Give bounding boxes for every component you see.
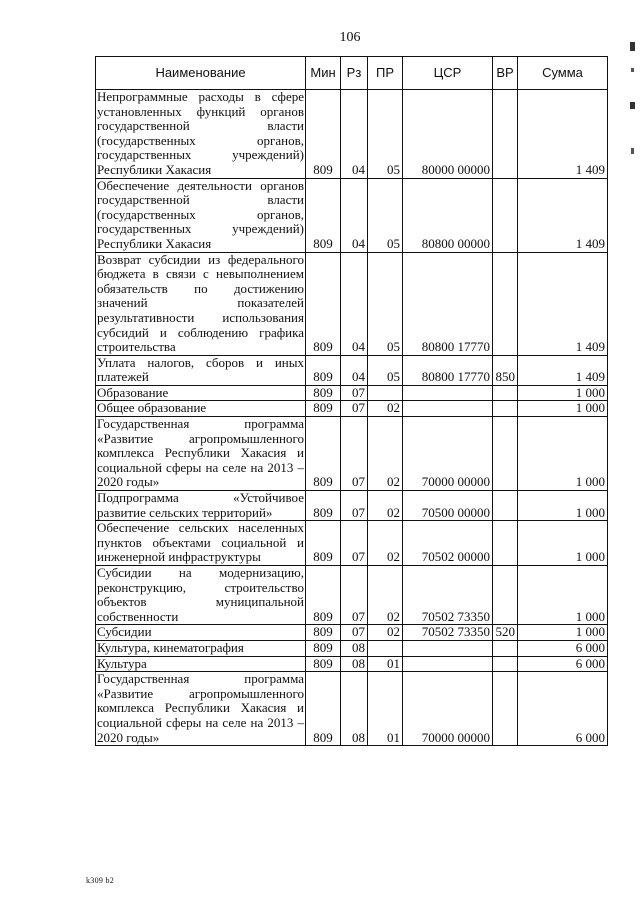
row-rz-cell: 07	[341, 385, 368, 401]
table-row	[96, 401, 608, 417]
row-pr-cell: 01	[368, 672, 403, 746]
row-min-cell: 809	[306, 90, 341, 179]
header-vr: ВР	[493, 57, 518, 90]
row-csr-cell	[403, 640, 493, 656]
row-vr-cell	[493, 90, 518, 179]
row-csr-cell: 80800 17770	[403, 252, 493, 355]
page-number: 106	[339, 30, 361, 45]
row-pr-cell: 02	[368, 401, 403, 417]
row-name-cell: Возврат субсидии из федерального бюджета в связи с невыполнением обязательств по достижению значений показателей результативности использования субсидий и соблюдению графика строительства	[97, 251, 304, 355]
row-csr-cell: 80800 17770	[403, 355, 493, 385]
table-row	[96, 566, 608, 625]
row-name-cell: Общее образование	[96, 401, 306, 417]
table-row	[96, 355, 608, 385]
row-sum-cell: 6 000	[518, 672, 608, 746]
table-row	[96, 385, 608, 401]
row-name-cell: Уплата налогов, сборов и иных платежей	[97, 354, 304, 385]
row-rz-cell: 08	[341, 672, 368, 746]
row-sum-cell: 1 409	[518, 178, 608, 252]
row-vr-cell	[493, 401, 518, 417]
row-sum-cell: 6 000	[518, 640, 608, 656]
table-row	[96, 417, 608, 491]
row-name-cell: Образование	[96, 385, 306, 401]
row-vr-cell: 850	[493, 355, 518, 385]
row-rz-cell: 07	[341, 417, 368, 491]
row-min-cell: 809	[306, 178, 341, 252]
table-row	[96, 672, 608, 746]
header-name: Наименование	[96, 57, 306, 90]
header-rz: Рз	[341, 57, 368, 90]
row-rz-cell: 07	[341, 566, 368, 625]
binding-edge-marks	[628, 40, 638, 165]
row-name-cell: Государственная программа «Развитие агропромышленного комплекса Республики Хакасия и социальной сферы на селе на 2013 – 2020 годы»	[97, 671, 304, 745]
row-csr-cell	[403, 385, 493, 401]
row-rz-cell: 04	[341, 178, 368, 252]
row-csr-cell: 70502 73350	[403, 625, 493, 641]
row-rz-cell: 08	[341, 656, 368, 672]
row-sum-cell: 1 000	[518, 521, 608, 566]
row-csr-cell: 70500 00000	[403, 491, 493, 521]
row-rz-cell: 04	[341, 90, 368, 179]
row-sum-cell: 1 409	[518, 90, 608, 179]
table-header	[96, 57, 608, 90]
table-row	[96, 521, 608, 566]
row-pr-cell	[368, 385, 403, 401]
row-csr-cell: 70000 00000	[403, 672, 493, 746]
row-pr-cell: 05	[368, 90, 403, 179]
row-sum-cell: 1 000	[518, 385, 608, 401]
row-vr-cell: 520	[493, 625, 518, 641]
row-pr-cell: 05	[368, 252, 403, 355]
row-csr-cell: 70502 73350	[403, 566, 493, 625]
row-vr-cell	[493, 640, 518, 656]
row-pr-cell	[368, 640, 403, 656]
row-sum-cell: 1 000	[518, 491, 608, 521]
header-min: Мин	[306, 57, 341, 90]
row-sum-cell: 1 409	[518, 355, 608, 385]
row-name-cell: Культура, кинематография	[96, 640, 306, 656]
row-pr-cell: 05	[368, 178, 403, 252]
row-min-cell: 809	[306, 656, 341, 672]
row-vr-cell	[493, 672, 518, 746]
row-vr-cell	[493, 566, 518, 625]
table-body	[96, 90, 608, 746]
table-row	[96, 252, 608, 355]
row-name-cell: Субсидии	[96, 625, 306, 641]
row-min-cell: 809	[306, 252, 341, 355]
row-rz-cell: 07	[341, 625, 368, 641]
row-rz-cell: 07	[341, 521, 368, 566]
header-pr: ПР	[368, 57, 403, 90]
row-csr-cell: 80000 00000	[403, 90, 493, 179]
row-min-cell: 809	[306, 625, 341, 641]
table-row	[96, 625, 608, 641]
footer-code: k309 b2	[86, 876, 115, 885]
table-row	[96, 178, 608, 252]
row-vr-cell	[493, 417, 518, 491]
row-rz-cell: 07	[341, 401, 368, 417]
row-name-cell: Непрограммные расходы в сфере установленных функций органов государственной власти (государственных органов, государственных учреждений) Республики Хакасия	[97, 89, 304, 177]
row-sum-cell: 1 000	[518, 625, 608, 641]
row-name-cell: Культура	[96, 656, 306, 672]
row-rz-cell: 04	[341, 252, 368, 355]
row-vr-cell	[493, 178, 518, 252]
row-csr-cell: 80800 00000	[403, 178, 493, 252]
row-csr-cell	[403, 401, 493, 417]
row-min-cell: 809	[306, 355, 341, 385]
edge-marks-graphic	[628, 40, 638, 160]
row-min-cell: 809	[306, 566, 341, 625]
row-rz-cell: 08	[341, 640, 368, 656]
budget-table	[95, 56, 608, 746]
row-min-cell: 809	[306, 491, 341, 521]
table-row	[96, 656, 608, 672]
row-name-cell: Субсидии на модернизацию, реконструкцию, строительство объектов муниципальной собственности	[97, 565, 304, 624]
row-vr-cell	[493, 656, 518, 672]
row-csr-cell: 70502 00000	[403, 521, 493, 566]
header-row	[96, 57, 608, 90]
row-sum-cell: 1 000	[518, 417, 608, 491]
row-csr-cell: 70000 00000	[403, 417, 493, 491]
row-pr-cell: 05	[368, 355, 403, 385]
row-vr-cell	[493, 252, 518, 355]
row-min-cell: 809	[306, 401, 341, 417]
row-rz-cell: 07	[341, 491, 368, 521]
row-pr-cell: 01	[368, 656, 403, 672]
row-csr-cell	[403, 656, 493, 672]
row-min-cell: 809	[306, 521, 341, 566]
row-min-cell: 809	[306, 417, 341, 491]
row-vr-cell	[493, 385, 518, 401]
row-vr-cell	[493, 521, 518, 566]
row-min-cell: 809	[306, 640, 341, 656]
row-pr-cell: 02	[368, 521, 403, 566]
row-pr-cell: 02	[368, 625, 403, 641]
table-row	[96, 491, 608, 521]
row-sum-cell: 6 000	[518, 656, 608, 672]
header-csr: ЦСР	[403, 57, 493, 90]
header-sum: Сумма	[518, 57, 608, 90]
row-pr-cell: 02	[368, 491, 403, 521]
row-pr-cell: 02	[368, 417, 403, 491]
row-name-cell: Обеспечение сельских населенных пунктов объектами социальной и инженерной инфраструктуры	[97, 520, 304, 565]
row-sum-cell: 1 000	[518, 566, 608, 625]
table-row	[96, 90, 608, 179]
table-row	[96, 640, 608, 656]
row-sum-cell: 1 000	[518, 401, 608, 417]
row-min-cell: 809	[306, 672, 341, 746]
row-rz-cell: 04	[341, 355, 368, 385]
row-name-cell: Государственная программа «Развитие агропромышленного комплекса Республики Хакасия и социальной сферы на селе на 2013 – 2020 годы»	[97, 416, 304, 490]
row-name-cell: Подпрограмма «Устойчивое развитие сельских территорий»	[97, 490, 304, 520]
row-name-cell: Обеспечение деятельности органов государственной власти (государственных органов, государственных учреждений) Республики Хакасия	[97, 177, 304, 251]
row-vr-cell	[493, 491, 518, 521]
row-min-cell: 809	[306, 385, 341, 401]
row-sum-cell: 1 409	[518, 252, 608, 355]
row-pr-cell: 02	[368, 566, 403, 625]
